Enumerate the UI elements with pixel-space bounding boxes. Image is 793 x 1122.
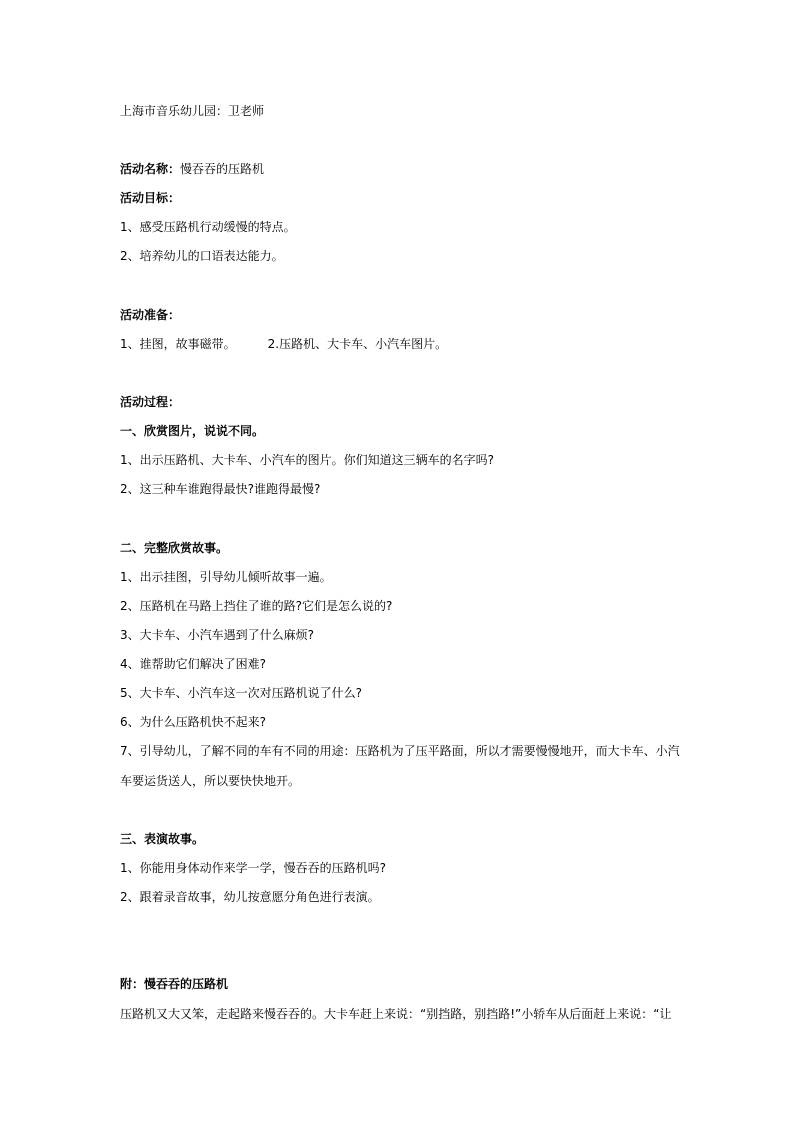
section-title: 三、表演故事。	[120, 832, 205, 846]
activity-name-value: 慢吞吞的压路机	[180, 162, 265, 176]
preparation-heading: 活动准备：	[120, 308, 181, 322]
section-item: 1、出示压路机、大卡车、小汽车的图片。你们知道这三辆车的名字吗?	[120, 453, 495, 467]
section-item: 车要运货送人，所以要快快地开。	[120, 774, 301, 788]
section-item: 2、跟着录音故事，幼儿按意愿分角色进行表演。	[120, 890, 380, 904]
section-item: 3、大卡车、小汽车遇到了什么麻烦?	[120, 628, 315, 642]
goals-heading: 活动目标：	[120, 191, 181, 205]
section-title: 二、完整欣赏故事。	[120, 541, 229, 555]
activity-name-label: 活动名称：	[120, 162, 181, 176]
preparation-item: 2.压路机、大卡车、小汽车图片。	[267, 337, 448, 351]
section-item: 7、引导幼儿，了解不同的车有不同的用途：压路机为了压平路面，所以才需要慢慢地开，而大卡车、小汽	[120, 744, 680, 758]
author-line: 上海市音乐幼儿园：卫老师	[120, 104, 265, 118]
section-item: 5、大卡车、小汽车这一次对压路机说了什么?	[120, 686, 363, 700]
section-title: 一、欣赏图片，说说不同。	[120, 424, 265, 438]
appendix-text: 压路机又大又笨，走起路来慢吞吞的。大卡车赶上来说：“别挡路，别挡路!”小轿车从后面赶上来说：“让	[120, 1007, 672, 1021]
section-item: 1、你能用身体动作来学一学，慢吞吞的压路机吗?	[120, 861, 387, 875]
section-item: 2、压路机在马路上挡住了谁的路?它们是怎么说的?	[120, 599, 393, 613]
section-item: 4、谁帮助它们解决了困难?	[120, 657, 267, 671]
goal-item: 2、培养幼儿的口语表达能力。	[120, 249, 284, 263]
preparation-items	[120, 337, 447, 351]
section-item: 1、出示挂图，引导幼儿倾听故事一遍。	[120, 570, 332, 584]
section-item: 6、为什么压路机快不起来?	[120, 715, 267, 729]
preparation-item: 1、挂图，故事磁带。	[120, 337, 236, 351]
process-heading: 活动过程：	[120, 395, 181, 409]
activity-name	[120, 162, 264, 176]
goal-item: 1、感受压路机行动缓慢的特点。	[120, 220, 296, 234]
appendix-title: 附：慢吞吞的压路机	[120, 977, 229, 991]
section-item: 2、这三种车谁跑得最快?谁跑得最慢?	[120, 482, 321, 496]
